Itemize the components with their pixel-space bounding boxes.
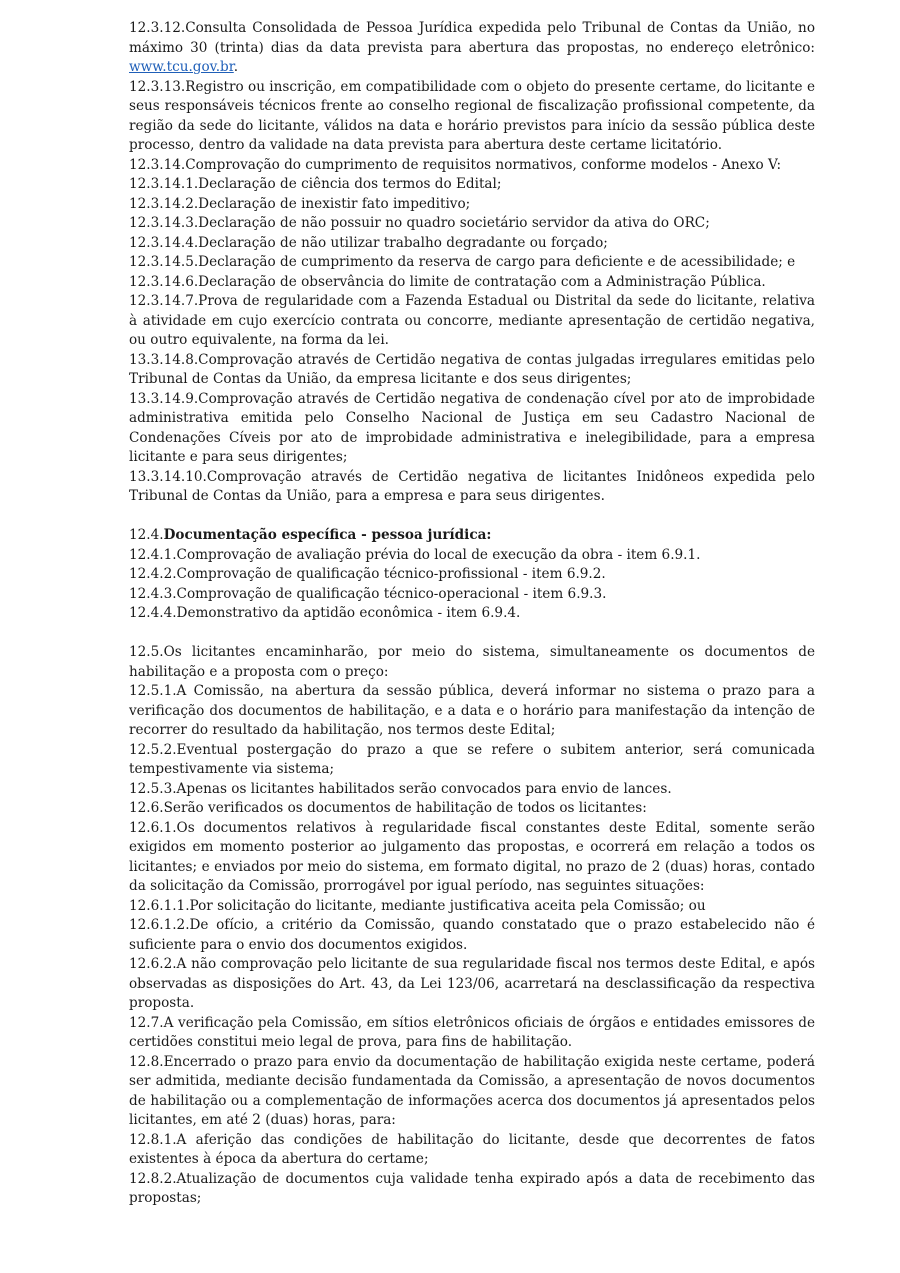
paragraph-12-3-14-5: 12.3.14.5.Declaração de cumprimento da reserva de cargo para deficiente e de acessibilidade; e — [129, 254, 796, 270]
paragraph-12-5: 12.5.Os licitantes encaminharão, por meio do sistema, simultaneamente os documentos de habilitação e a proposta com o preço: — [129, 644, 815, 680]
paragraph-12-4-1: 12.4.1.Comprovação de avaliação prévia do local de execução da obra - item 6.9.1. — [129, 546, 701, 563]
paragraph-13-3-14-10: 13.3.14.10.Comprovação através de Certidão negativa de licitantes Inidôneos expedida pelo Tribunal de Contas da União, para a empresa e para seus dirigentes. — [129, 468, 815, 504]
tcu-website-link[interactable]: www.tcu.gov.br — [129, 59, 234, 75]
paragraph-12-3-14-7: 12.3.14.7.Prova de regularidade com a Fazenda Estadual ou Distrital da sede do licitante, relativa à atividade em cujo exercício contrata ou concorre, mediante apresentação de certidão negativa, ou outro equivalente, na forma da lei. — [129, 293, 815, 348]
paragraph-12-5-3: 12.5.3.Apenas os licitantes habilitados serão convocados para envio de lances. — [129, 780, 672, 797]
paragraph-12-3-14-3: 12.3.14.3.Declaração de não possuir no quadro societário servidor da ativa do ORC; — [129, 215, 710, 231]
paragraph-12-4-2: 12.4.2.Comprovação de qualificação técnico-profissional - item 6.9.2. — [129, 566, 606, 582]
paragraph-12-6-1-2: 12.6.1.2.De ofício, a critério da Comissão, quando constatado que o prazo estabelecido não é suficiente para o envio dos documentos exigidos. — [129, 917, 815, 953]
paragraph-suffix: . — [233, 59, 239, 75]
paragraph-12-7: 12.7.A verificação pela Comissão, em sítios eletrônicos oficiais de órgãos e entidades emissores de certidões constitui meio legal de prova, para fins de habilitação. — [129, 1014, 815, 1050]
paragraph-12-8-2: 12.8.2.Atualização de documentos cuja validade tenha expirado após a data de recebimento das propostas; — [129, 1170, 815, 1206]
paragraph-12-5-2: 12.5.2.Eventual postergação do prazo a que se refere o subitem anterior, será comunicada tempestivamente via sistema; — [129, 741, 815, 777]
section-heading-12-4 — [129, 526, 815, 546]
document-page — [129, 19, 815, 1209]
paragraph-12-4-3: 12.4.3.Comprovação de qualificação técnico-operacional - item 6.9.3. — [129, 585, 607, 602]
paragraph-12-3-14: 12.3.14.Comprovação do cumprimento de requisitos normativos, conforme modelos - Anexo V: — [129, 156, 782, 173]
paragraph-12-6-2: 12.6.2.A não comprovação pelo licitante de sua regularidade fiscal nos termos deste Edital, e após observadas as disposições do Art. 43, da Lei 123/06, acarretará na desclassificação da respectiva proposta. — [129, 956, 815, 1011]
paragraph-12-5-1: 12.5.1.A Comissão, na abertura da sessão pública, deverá informar no sistema o prazo para a verificação dos documentos de habilitação, e a data e o horário para manifestação da intenção de recorrer do resultado da habilitação, nos termos deste Edital; — [129, 683, 815, 738]
paragraph-13-3-14-9: 13.3.14.9.Comprovação através de Certidão negativa de condenação cível por ato de improbidade administrativa emitida pelo Conselho Nacional de Justiça em seu Cadastro Nacional de Condenações Cíveis por ato de improbidade administrativa e inelegibilidade, para a empresa licitante e para seus dirigentes; — [129, 390, 815, 465]
paragraph-12-3-14-1: 12.3.14.1.Declaração de ciência dos termos do Edital; — [129, 176, 502, 192]
paragraph-12-3-14-2: 12.3.14.2.Declaração de inexistir fato impeditivo; — [129, 195, 471, 212]
paragraph-12-3-13: 12.3.13.Registro ou inscrição, em compatibilidade com o objeto do presente certame, do licitante e seus responsáveis técnicos frente ao conselho regional de fiscalização profissional competente, da região da sede do licitante, válidos na data e horário previstos para início da sessão pública deste processo, dentro da validade na data prevista para abertura deste certame licitatório. — [129, 78, 815, 153]
paragraph-12-4-4: 12.4.4.Demonstrativo da aptidão econômica - item 6.9.4. — [129, 605, 521, 621]
paragraph-12-6-1-1: 12.6.1.1.Por solicitação do licitante, mediante justificativa aceita pela Comissão; ou — [129, 897, 706, 914]
paragraph-text: 12.3.12.Consulta Consolidada de Pessoa Jurídica expedida pelo Tribunal de Contas da União, no máximo 30 (trinta) dias da data prevista para abertura das propostas, no endereço eletrônico: — [129, 20, 815, 56]
paragraph-13-3-14-8: 13.3.14.8.Comprovação através de Certidão negativa de contas julgadas irregulares emitidas pelo Tribunal de Contas da União, da empresa licitante e dos seus dirigentes; — [129, 351, 815, 387]
section-number: 12.4. — [129, 527, 164, 543]
paragraph-12-8-1: 12.8.1.A aferição das condições de habilitação do licitante, desde que decorrentes de fatos existentes à época da abertura do certame; — [129, 1131, 815, 1167]
paragraph-12-6: 12.6.Serão verificados os documentos de habilitação de todos os licitantes: — [129, 800, 647, 816]
paragraph-12-8: 12.8.Encerrado o prazo para envio da documentação de habilitação exigida neste certame, poderá ser admitida, mediante decisão fundamentada da Comissão, a apresentação de novos documentos de habilitação ou a complementação de informações acerca dos documentos já apresentados pelos licitantes, em até 2 (duas) horas, para: — [129, 1053, 815, 1128]
paragraph-12-3-12 — [129, 19, 815, 78]
paragraph-12-3-14-6: 12.3.14.6.Declaração de observância do limite de contratação com a Administração Pública. — [129, 273, 766, 290]
paragraph-12-6-1: 12.6.1.Os documentos relativos à regularidade fiscal constantes deste Edital, somente serão exigidos em momento posterior ao julgamento das propostas, e ocorrerá em relação a todos os licitantes; e enviados por meio do sistema, em formato digital, no prazo de 2 (duas) horas, contado da solicitação da Comissão, prorrogável por igual período, nas seguintes situações: — [129, 819, 815, 894]
paragraph-12-3-14-4: 12.3.14.4.Declaração de não utilizar trabalho degradante ou forçado; — [129, 234, 608, 251]
section-title: Documentação específica - pessoa jurídica: — [163, 527, 492, 543]
